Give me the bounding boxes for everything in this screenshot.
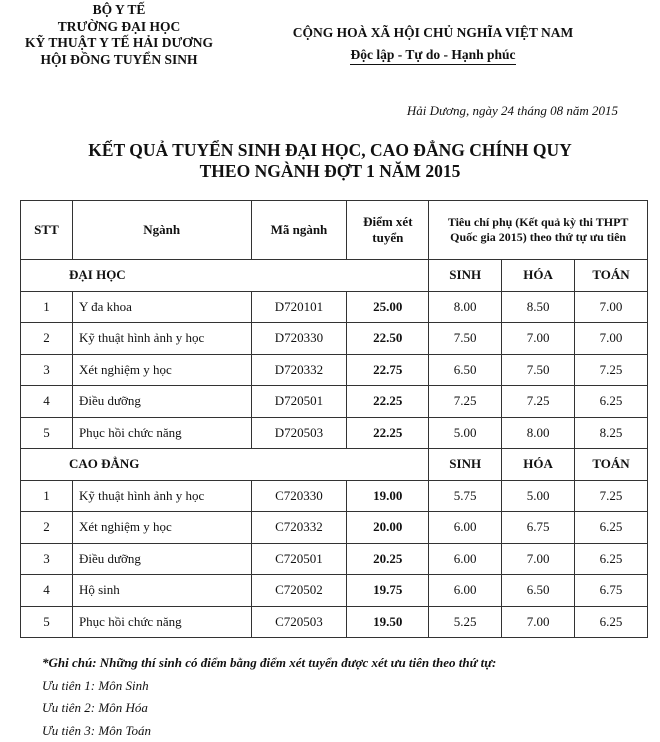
cell-nganh: Điều dưỡng (72, 543, 251, 575)
country-name: CỘNG HOÀ XÃ HỘI CHỦ NGHĨA VIỆT NAM (268, 22, 598, 44)
cell-stt: 5 (21, 606, 73, 638)
cell-nganh: Y đa khoa (72, 291, 251, 323)
subject-header: HÓA (502, 449, 575, 481)
cell-toan: 6.25 (575, 512, 648, 544)
cell-ma-nganh: C720501 (251, 543, 347, 575)
cell-sinh: 6.00 (429, 575, 502, 607)
cell-stt: 2 (21, 323, 73, 355)
cell-nganh: Phục hồi chức năng (72, 417, 251, 449)
cell-hoa: 7.00 (502, 606, 575, 638)
table-row (21, 480, 648, 512)
col-header-tieu-chi: Tiêu chí phụ (Kết quả kỳ thi THPT Quốc gia 2015) theo thứ tự ưu tiên (429, 201, 648, 260)
section-title: CAO ĐẲNG (21, 449, 429, 481)
cell-hoa: 7.25 (502, 386, 575, 418)
priority-item: Ưu tiên 1: Môn Sinh (42, 675, 496, 698)
cell-sinh: 7.50 (429, 323, 502, 355)
table-header-row (21, 201, 648, 260)
cell-sinh: 5.00 (429, 417, 502, 449)
cell-diem: 19.75 (347, 575, 429, 607)
table-row (21, 543, 648, 575)
cell-hoa: 8.50 (502, 291, 575, 323)
subject-header: TOÁN (575, 260, 648, 292)
cell-nganh: Kỹ thuật hình ảnh y học (72, 323, 251, 355)
cell-ma-nganh: D720501 (251, 386, 347, 418)
cell-diem: 20.25 (347, 543, 429, 575)
table-row (21, 354, 648, 386)
cell-stt: 3 (21, 354, 73, 386)
cell-ma-nganh: D720332 (251, 354, 347, 386)
issuer-line: HỘI ĐỒNG TUYỂN SINH (14, 52, 224, 69)
cell-stt: 4 (21, 386, 73, 418)
cell-ma-nganh: C720503 (251, 606, 347, 638)
cell-toan: 6.75 (575, 575, 648, 607)
cell-toan: 6.25 (575, 386, 648, 418)
cell-diem: 22.25 (347, 386, 429, 418)
admission-results-table (20, 200, 648, 638)
table-row (21, 512, 648, 544)
cell-toan: 7.00 (575, 323, 648, 355)
cell-hoa: 7.50 (502, 354, 575, 386)
cell-nganh: Xét nghiệm y học (72, 512, 251, 544)
cell-ma-nganh: D720330 (251, 323, 347, 355)
cell-nganh: Kỹ thuật hình ảnh y học (72, 480, 251, 512)
cell-stt: 1 (21, 291, 73, 323)
table-row (21, 575, 648, 607)
cell-stt: 1 (21, 480, 73, 512)
col-header-stt: STT (21, 201, 73, 260)
cell-sinh: 6.00 (429, 512, 502, 544)
cell-sinh: 6.50 (429, 354, 502, 386)
cell-ma-nganh: D720101 (251, 291, 347, 323)
cell-diem: 22.75 (347, 354, 429, 386)
cell-diem: 19.00 (347, 480, 429, 512)
cell-nganh: Hộ sinh (72, 575, 251, 607)
issuer-block (14, 2, 224, 68)
issuer-line: TRƯỜNG ĐẠI HỌC (14, 19, 224, 36)
cell-sinh: 6.00 (429, 543, 502, 575)
document-date: Hải Dương, ngày 24 tháng 08 năm 2015 (407, 103, 618, 119)
priority-item: Ưu tiên 2: Môn Hóa (42, 697, 496, 720)
cell-diem: 20.00 (347, 512, 429, 544)
subject-header: SINH (429, 449, 502, 481)
issuer-line: BỘ Y TẾ (14, 2, 224, 19)
cell-diem: 25.00 (347, 291, 429, 323)
cell-sinh: 8.00 (429, 291, 502, 323)
cell-hoa: 6.75 (502, 512, 575, 544)
cell-ma-nganh: C720332 (251, 512, 347, 544)
cell-toan: 7.25 (575, 480, 648, 512)
section-title: ĐẠI HỌC (21, 260, 429, 292)
motto: Độc lập - Tự do - Hạnh phúc (350, 46, 515, 65)
cell-sinh: 7.25 (429, 386, 502, 418)
document-subtitle: THEO NGÀNH ĐỢT 1 NĂM 2015 (0, 161, 660, 182)
cell-toan: 7.00 (575, 291, 648, 323)
cell-sinh: 5.75 (429, 480, 502, 512)
table-row (21, 323, 648, 355)
cell-hoa: 6.50 (502, 575, 575, 607)
issuer-line: KỸ THUẬT Y TẾ HẢI DƯƠNG (14, 35, 224, 52)
col-header-nganh: Ngành (72, 201, 251, 260)
cell-stt: 2 (21, 512, 73, 544)
cell-toan: 8.25 (575, 417, 648, 449)
cell-ma-nganh: D720503 (251, 417, 347, 449)
notes-head: *Ghi chú: Những thí sinh có điểm bằng điểm xét tuyển được xét ưu tiên theo thứ tự: (42, 652, 496, 675)
cell-nganh: Phục hồi chức năng (72, 606, 251, 638)
cell-toan: 7.25 (575, 354, 648, 386)
section-row (21, 260, 648, 292)
cell-nganh: Điều dưỡng (72, 386, 251, 418)
cell-stt: 5 (21, 417, 73, 449)
cell-stt: 4 (21, 575, 73, 607)
cell-hoa: 7.00 (502, 323, 575, 355)
cell-nganh: Xét nghiệm y học (72, 354, 251, 386)
priority-item: Ưu tiên 3: Môn Toán (42, 720, 496, 742)
cell-toan: 6.25 (575, 543, 648, 575)
col-header-diem: Điểm xét tuyển (347, 201, 429, 260)
col-header-ma-nganh: Mã ngành (251, 201, 347, 260)
cell-stt: 3 (21, 543, 73, 575)
national-header (268, 22, 598, 66)
section-row (21, 449, 648, 481)
cell-ma-nganh: C720330 (251, 480, 347, 512)
table-row (21, 606, 648, 638)
cell-diem: 19.50 (347, 606, 429, 638)
notes (42, 652, 496, 742)
cell-sinh: 5.25 (429, 606, 502, 638)
cell-diem: 22.50 (347, 323, 429, 355)
subject-header: HÓA (502, 260, 575, 292)
table-row (21, 386, 648, 418)
document-title: KẾT QUẢ TUYỂN SINH ĐẠI HỌC, CAO ĐẲNG CHÍNH QUY (0, 140, 660, 161)
table-row (21, 291, 648, 323)
cell-toan: 6.25 (575, 606, 648, 638)
subject-header: TOÁN (575, 449, 648, 481)
cell-ma-nganh: C720502 (251, 575, 347, 607)
table-row (21, 417, 648, 449)
cell-hoa: 8.00 (502, 417, 575, 449)
cell-hoa: 5.00 (502, 480, 575, 512)
cell-diem: 22.25 (347, 417, 429, 449)
cell-hoa: 7.00 (502, 543, 575, 575)
subject-header: SINH (429, 260, 502, 292)
